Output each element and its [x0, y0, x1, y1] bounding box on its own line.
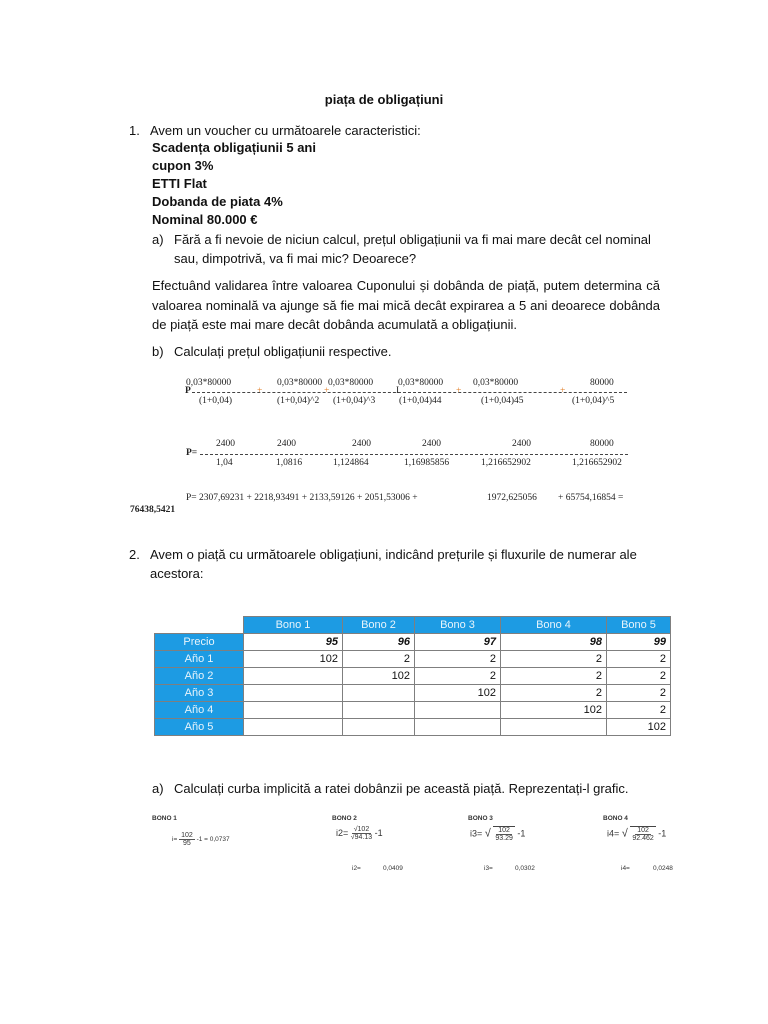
- bono4-result-label: i4=: [621, 865, 630, 872]
- bono3-title: BONO 3: [468, 815, 493, 822]
- table-cell: [343, 685, 415, 702]
- bono2-formula: [336, 826, 383, 841]
- formula2-den-4: 1,16985856: [404, 458, 450, 468]
- formula2-num-4: 2400: [422, 439, 441, 449]
- row-label: Año 4: [155, 702, 244, 719]
- col-header: Bono 5: [607, 617, 671, 634]
- formula3-line: P= 2307,69231 + 2218,93491 + 2133,59126 + 2051,53006 +: [186, 493, 418, 503]
- table-header-row: [155, 617, 671, 634]
- formula1-num-4: 0,03*80000: [398, 378, 444, 388]
- q1-answer: Efectuând validarea între valoarea Cuponului și dobânda de piață, putem determina că valoarea nominală va ajunge să fie mai mică decât expirarea a 5 ani deoarece dobânda de piață este mai mare decât dobânda acumulată a obligațiunii.: [152, 278, 660, 332]
- bono1-fraction: [179, 832, 195, 847]
- table-cell: 102: [343, 668, 415, 685]
- formula1-den-3: (1+0,04)^3: [333, 396, 376, 406]
- bond-table: [154, 616, 671, 736]
- bono4-result: 0,0248: [653, 865, 673, 872]
- bono4-lhs: i4=: [607, 828, 620, 839]
- table-cell: 102: [244, 651, 343, 668]
- table-cell: 2: [607, 685, 671, 702]
- bono1-formula: [172, 832, 230, 847]
- formula1-den-4: (1+0,04)44: [399, 396, 442, 406]
- formula2-den-3: 1,124864: [333, 458, 369, 468]
- bono3-lhs: i3=: [470, 828, 483, 839]
- feature-market-rate: Dobanda de piata 4%: [152, 194, 283, 209]
- q2a-text: Calculați curba implicită a ratei dobânzii pe această piață. Reprezentați-l grafic.: [174, 781, 629, 796]
- col-header: Bono 4: [501, 617, 607, 634]
- table-cell: [244, 685, 343, 702]
- formula1-den-6: (1+0,04)^5: [572, 396, 615, 406]
- row-label: Año 2: [155, 668, 244, 685]
- bono4-tail: -1: [658, 828, 667, 839]
- bono3-fraction: [493, 826, 515, 842]
- formula3-part3: + 65754,16854 =: [558, 493, 624, 503]
- bono1-title: BONO 1: [152, 815, 177, 822]
- bono2-lhs: i2=: [336, 827, 349, 838]
- table-row: [155, 685, 671, 702]
- formula2-den-5: 1,216652902: [481, 458, 531, 468]
- feature-coupon: cupon 3%: [152, 158, 214, 173]
- table-cell: 2: [501, 685, 607, 702]
- table-cell: [244, 719, 343, 736]
- formula2-fraction-line: [200, 454, 628, 455]
- formula1-plus-5: +: [560, 386, 566, 396]
- bono2-den: √94.13: [350, 834, 373, 841]
- q1b-label: b): [152, 344, 164, 359]
- feature-nominal: Nominal 80.000 €: [152, 212, 258, 227]
- table-cell: 99: [607, 634, 671, 651]
- table-cell: [343, 719, 415, 736]
- table-cell: [415, 702, 501, 719]
- table-cell: [501, 719, 607, 736]
- q1b-text: Calculați prețul obligațiunii respective.: [174, 344, 392, 359]
- formula1-plus-4: +: [456, 386, 462, 396]
- table-cell: 95: [244, 634, 343, 651]
- bono3-result: 0,0302: [515, 865, 535, 872]
- bono2-fraction: [351, 826, 372, 841]
- bono1-num: 102: [181, 832, 193, 839]
- formula2-den-2: 1,0816: [276, 458, 303, 468]
- table-cell: 102: [501, 702, 607, 719]
- table-cell: 2: [343, 651, 415, 668]
- bono2-tail: -1: [374, 827, 383, 838]
- q2-line1: Avem o piață cu următoarele obligațiuni, indicând prețurile și fluxurile de numerar ale: [150, 547, 637, 562]
- formula1-num-6: 80000: [590, 378, 614, 388]
- bono2-result: 0,0409: [383, 865, 403, 872]
- formula2-num-1: 2400: [216, 439, 235, 449]
- table-row: [155, 719, 671, 736]
- table-cell: 2: [607, 702, 671, 719]
- table-cell: 2: [501, 651, 607, 668]
- col-header: Bono 2: [343, 617, 415, 634]
- formula1-num-3: 0,03*80000: [328, 378, 374, 388]
- bono4-title: BONO 4: [603, 815, 628, 822]
- table-cell: 2: [415, 651, 501, 668]
- feature-maturity: Scadența obligațiunii 5 ani: [152, 140, 316, 155]
- q1-number: 1.: [129, 123, 140, 138]
- formula1-den-2: (1+0,04)^2: [277, 396, 320, 406]
- bono4-num: 102: [637, 827, 649, 834]
- col-header: Bono 3: [415, 617, 501, 634]
- table-cell: 2: [607, 651, 671, 668]
- formula1-num-5: 0,03*80000: [473, 378, 519, 388]
- page-title: piața de obligațiuni: [324, 92, 444, 107]
- formula1-p: P: [185, 386, 191, 396]
- col-header: Bono 1: [244, 617, 343, 634]
- table-row: [155, 702, 671, 719]
- row-label: Año 3: [155, 685, 244, 702]
- formula1-den-5: (1+0,04)45: [481, 396, 524, 406]
- formula2-num-5: 2400: [512, 439, 531, 449]
- q1a-line1: Fără a fi nevoie de niciun calcul, prețul obligațiunii va fi mai mare decât cel nominal: [174, 232, 651, 247]
- table-cell: 102: [607, 719, 671, 736]
- bono1-tail: -1 = 0,0737: [196, 836, 230, 844]
- bono3-formula: [470, 826, 525, 842]
- table-cell: 102: [415, 685, 501, 702]
- formula2-p: P=: [186, 448, 198, 458]
- q1a-line2: sau, dimpotrivă, va fi mai mic? Deoarece?: [174, 251, 417, 266]
- formula1-plus-3: I: [396, 386, 400, 396]
- table-cell: [244, 702, 343, 719]
- formula2-num-6: 80000: [590, 439, 614, 449]
- row-label: Año 5: [155, 719, 244, 736]
- formula2-num-3: 2400: [352, 439, 371, 449]
- bono1-lhs: i=: [172, 836, 178, 844]
- table-cell: 97: [415, 634, 501, 651]
- formula2-num-2: 2400: [277, 439, 296, 449]
- table-cell: [343, 702, 415, 719]
- bono3-tail: -1: [517, 828, 526, 839]
- formula3-part2: 1972,625056: [487, 493, 537, 503]
- bono3-result-label: i3=: [484, 865, 493, 872]
- q2-number: 2.: [129, 547, 140, 562]
- feature-etti: ETTI Flat: [152, 176, 207, 191]
- bono2-result-label: i2=: [352, 865, 361, 872]
- row-label: Año 1: [155, 651, 244, 668]
- table-cell: 2: [415, 668, 501, 685]
- formula1-num-1: 0,03*80000: [186, 378, 232, 388]
- q1a-label: a): [152, 232, 164, 247]
- bono1-den: 95: [183, 840, 191, 847]
- q2a-label: a): [152, 781, 164, 796]
- q2-line2: acestora:: [150, 566, 204, 581]
- formula2-den-6: 1,216652902: [572, 458, 622, 468]
- bono3-radical-icon: √: [484, 827, 491, 840]
- table-cell: 96: [343, 634, 415, 651]
- formula1-plus-1: +: [257, 386, 263, 396]
- formula2-den-1: 1,04: [216, 458, 233, 468]
- formula1-den-1: (1+0,04): [199, 396, 233, 406]
- formula3-result: 76438,5421: [130, 505, 176, 515]
- formula1-plus-2: +: [324, 386, 330, 396]
- table-row: [155, 668, 671, 685]
- bono4-formula: [607, 826, 666, 842]
- q1-intro: Avem un voucher cu următoarele caracteristici:: [150, 123, 421, 138]
- table-cell: 98: [501, 634, 607, 651]
- bono4-fraction: [630, 826, 655, 842]
- bono2-num: √102: [353, 826, 370, 833]
- bono4-radical-icon: √: [621, 827, 628, 840]
- table-cell: [415, 719, 501, 736]
- table-corner: [155, 617, 244, 634]
- formula1-num-2: 0,03*80000: [277, 378, 323, 388]
- bono3-num: 102: [498, 827, 510, 834]
- table-cell: [244, 668, 343, 685]
- row-label: Precio: [155, 634, 244, 651]
- bono2-title: BONO 2: [332, 815, 357, 822]
- bono4-den: 92.462: [632, 835, 654, 842]
- table-cell: 2: [501, 668, 607, 685]
- table-row: [155, 634, 671, 651]
- bono3-den: 93.29: [495, 835, 513, 842]
- table-row: [155, 651, 671, 668]
- table-cell: 2: [607, 668, 671, 685]
